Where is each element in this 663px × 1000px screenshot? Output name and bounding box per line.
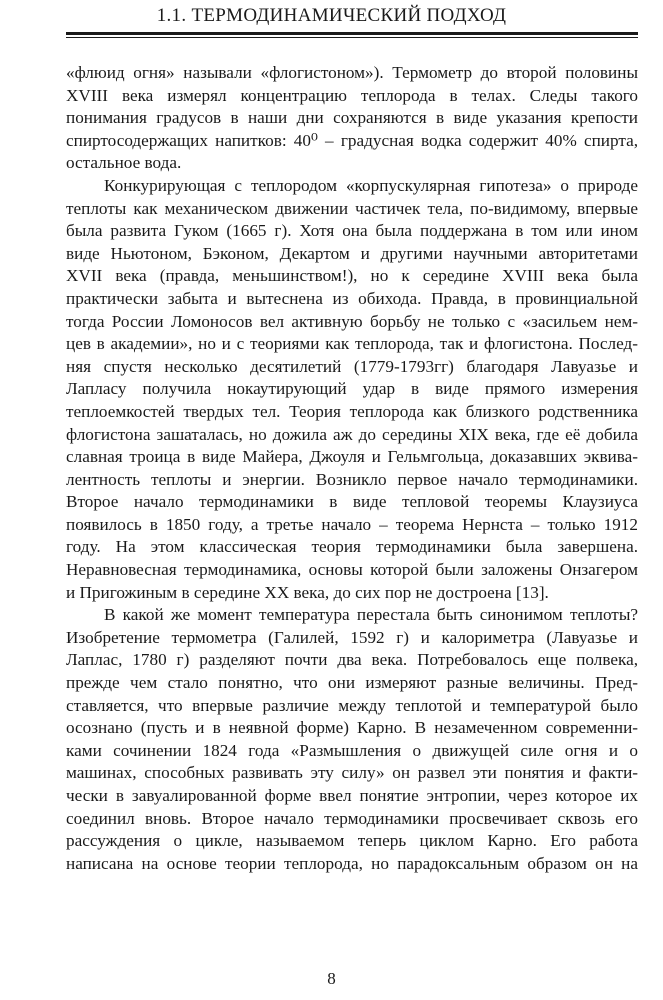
text-line: Изобретение термометра (Галилей, 1592 г) и калориметра (Лавуазье и	[66, 627, 638, 647]
text-line: флогистона зашаталась, но дожила аж до середины XIX века, где её добила	[66, 424, 638, 444]
text-line: В какой же момент температура перестала быть синонимом теплоты?	[104, 605, 638, 625]
page-number	[0, 968, 663, 990]
text-line: машинах, способных развивать эту силу» он развел эти понятия и факти-	[66, 763, 638, 783]
text-line: и Пригожиным в середине XX века, до сих пор не достроена [13].	[66, 582, 549, 602]
text-line: была развита Гуком (1665 г). Хотя она была поддержана в том или ином	[66, 221, 638, 241]
header-rule-thick	[66, 32, 638, 35]
text-line: Второе начало термодинамики в виде тепловой теоремы Клаузиуса	[66, 492, 638, 512]
text-line: «флюид огня» называли «флогистоном»). Термометр до второй половины	[66, 63, 638, 82]
running-header-title: 1.1. ТЕРМОДИНАМИЧЕСКИЙ ПОДХОД	[156, 5, 507, 26]
paragraph-1	[66, 62, 638, 175]
text-line: ставляется, что впервые различие между теплотой и температурой было	[66, 695, 638, 715]
text-line: появилось в 1850 году, а третье начало – теорема Нернста – только 1912	[66, 514, 638, 534]
text-line: няя спустя несколько десятилетий (1779-1793гг) благодаря Лавуазье и	[66, 356, 638, 376]
text-line: написана на основе теории теплорода, но парадоксальным образом он на	[66, 853, 638, 873]
text-line: славная троица в виде Майера, Джоуля и Гельмгольца, доказавших эквива-	[66, 447, 638, 467]
text-line: XVII века (правда, меньшинством!), но к середине XVIII века была	[66, 266, 638, 286]
text-line: виде Ньютоном, Бэконом, Декартом и другими научными авторитетами	[66, 243, 638, 263]
text-line: тогда России Ломоносов вел активную борьбу не только с «засильем нем-	[66, 311, 638, 331]
text-line: спиртосодержащих напитков: 40⁰ – градусная водка содержит 40% спирта,	[66, 130, 638, 150]
text-line: практически забыта и вытеснена из обихода. Правда, в провинциальной	[66, 288, 638, 308]
paragraph-3	[66, 604, 638, 875]
page-number-value: 8	[327, 969, 336, 988]
text-line: Лаплас, 1780 г) разделяют почти два века. Потребовалось еще полвека,	[66, 650, 638, 670]
header-rule-thin	[66, 37, 638, 38]
text-line: остальное вода.	[66, 153, 182, 173]
text-line: осознано (пусть и в неявной форме) Карно. В незамеченном современни-	[66, 718, 638, 738]
text-line: чески в завуалированной форме ввел понятие энтропии, через которое их	[66, 786, 638, 805]
text-line: ками сочинении 1824 года «Размышления о движущей силе огня и о	[66, 740, 638, 760]
text-line: теплоемкостей твердых тел. Теория теплорода как близкого родственника	[66, 401, 638, 421]
text-line: Лапласу получила нокаутирующий удар в виде прямого измерения	[66, 379, 638, 399]
text-line: понимания градусов в наши дни сохраняются в виде указания крепости	[66, 108, 638, 128]
body-text	[66, 62, 638, 875]
text-line: теплоты как механическом движении частичек тела, по-видимому, впервые	[66, 198, 638, 218]
text-line: лентность теплоты и энергии. Возникло первое начало термодинамики.	[66, 469, 638, 489]
text-line: рассуждения о цикле, называемом теперь циклом Карно. Его работа	[66, 831, 638, 851]
text-line: прежде чем стало понятно, что они измеряют разные величины. Пред-	[66, 673, 638, 693]
text-line: соединил вновь. Второе начало термодинамики просвечивает сквозь его	[66, 808, 638, 828]
text-line: XVIII века измерял концентрацию теплорода в телах. Следы такого	[66, 85, 638, 105]
text-line: Конкурирующая с теплородом «корпускулярная гипотеза» о природе	[104, 175, 638, 195]
text-line: цев в академии», но и с теориями как теплорода, так и флогистона. Послед-	[66, 334, 638, 354]
text-line: году. На этом классическая теория термодинамики была завершена.	[66, 537, 638, 557]
running-header	[0, 4, 663, 28]
text-line: Неравновесная термодинамика, основы которой были заложены Онзагером	[66, 560, 638, 580]
paragraph-2	[66, 175, 638, 604]
